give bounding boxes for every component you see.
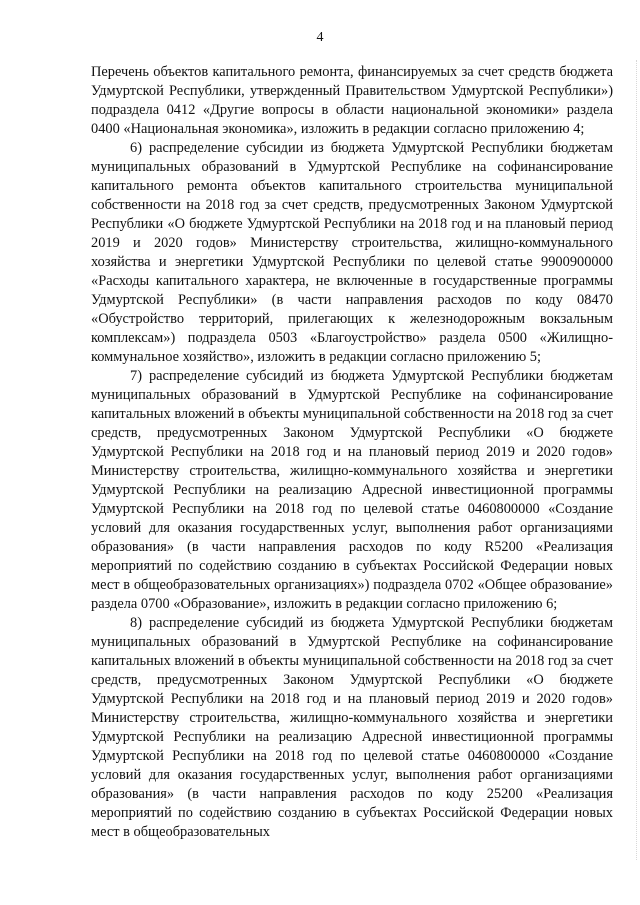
page-number: 4 <box>316 30 324 45</box>
document-body <box>91 63 613 842</box>
paragraph-item-7: 7) распределение субсидий из бюджета Удмуртской Республики бюджетам муниципальных образований в Удмуртской Республике на софинансирование капитальных вложений в объекты муниципальной собственности на 2018 год за счет средств, предусмотренных Законом Удмуртской Республики «О бюджете Удмуртской Республики на 2018 год и на плановый период 2019 и 2020 годов» Министерству строительства, жилищно-коммунального хозяйства и энергетики Удмуртской Республики на реализацию Адресной инвестиционной программы Удмуртской Республики на 2018 год по целевой статье 0460800000 «Создание условий для оказания государственных услуг, выполнения работ организациями образования» (в части направления расходов по коду R5200 «Реализация мероприятий по содействию созданию в субъектах Российской Федерации новых мест в общеобразовательных организациях») подраздела 0702 «Общее образование» раздела 0700 «Образование», изложить в редакции согласно приложению 6; <box>91 368 613 612</box>
paragraph-continuation: Перечень объектов капитального ремонта, финансируемых за счет средств бюджета Удмуртской Республики, утвержденный Правительством Удмуртской Республики») подраздела 0412 «Другие вопросы в области национальной экономики» раздела 0400 «Национальная экономика», изложить в редакции согласно приложению 4; <box>91 64 613 137</box>
paragraph-item-6: 6) распределение субсидии из бюджета Удмуртской Республики бюджетам муниципальных образований в Удмуртской Республике на софинансирование капитального ремонта объектов капитального строительства муниципальной собственности на 2018 год за счет средств, предусмотренных Законом Удмуртской Республики «О бюджете Удмуртской Республики на 2018 год и на плановый период 2019 и 2020 годов» Министерству строительства, жилищно-коммунального хозяйства и энергетики Удмуртской Республики по целевой статье 9900900000 «Расходы капитального характера, не включенные в государственные программы Удмуртской Республики» (в части направления расходов по коду 08470 «Обустройство территорий, прилегающих к железнодорожным вокзальным комплексам») подраздела 0503 «Благоустройство» раздела 0500 «Жилищно-коммунальное хозяйство», изложить в редакции согласно приложению 5; <box>91 140 613 365</box>
scan-edge-line <box>635 60 637 860</box>
paragraph-item-8: 8) распределение субсидий из бюджета Удмуртской Республики бюджетам муниципальных образований в Удмуртской Республике на софинансирование капитальных вложений в объекты муниципальной собственности на 2018 год за счет средств, предусмотренных Законом Удмуртской Республики «О бюджете Удмуртской Республики на 2018 год и на плановый период 2019 и 2020 годов» Министерству строительства, жилищно-коммунального хозяйства и энергетики Удмуртской Республики на реализацию Адресной инвестиционной программы Удмуртской Республики на 2018 год по целевой статье 0460800000 «Создание условий для оказания государственных услуг, выполнения работ организациями образования» (в части направления расходов по коду 25200 «Реализация мероприятий по содействию созданию в субъектах Российской Федерации новых мест в общеобразовательных <box>91 615 613 840</box>
